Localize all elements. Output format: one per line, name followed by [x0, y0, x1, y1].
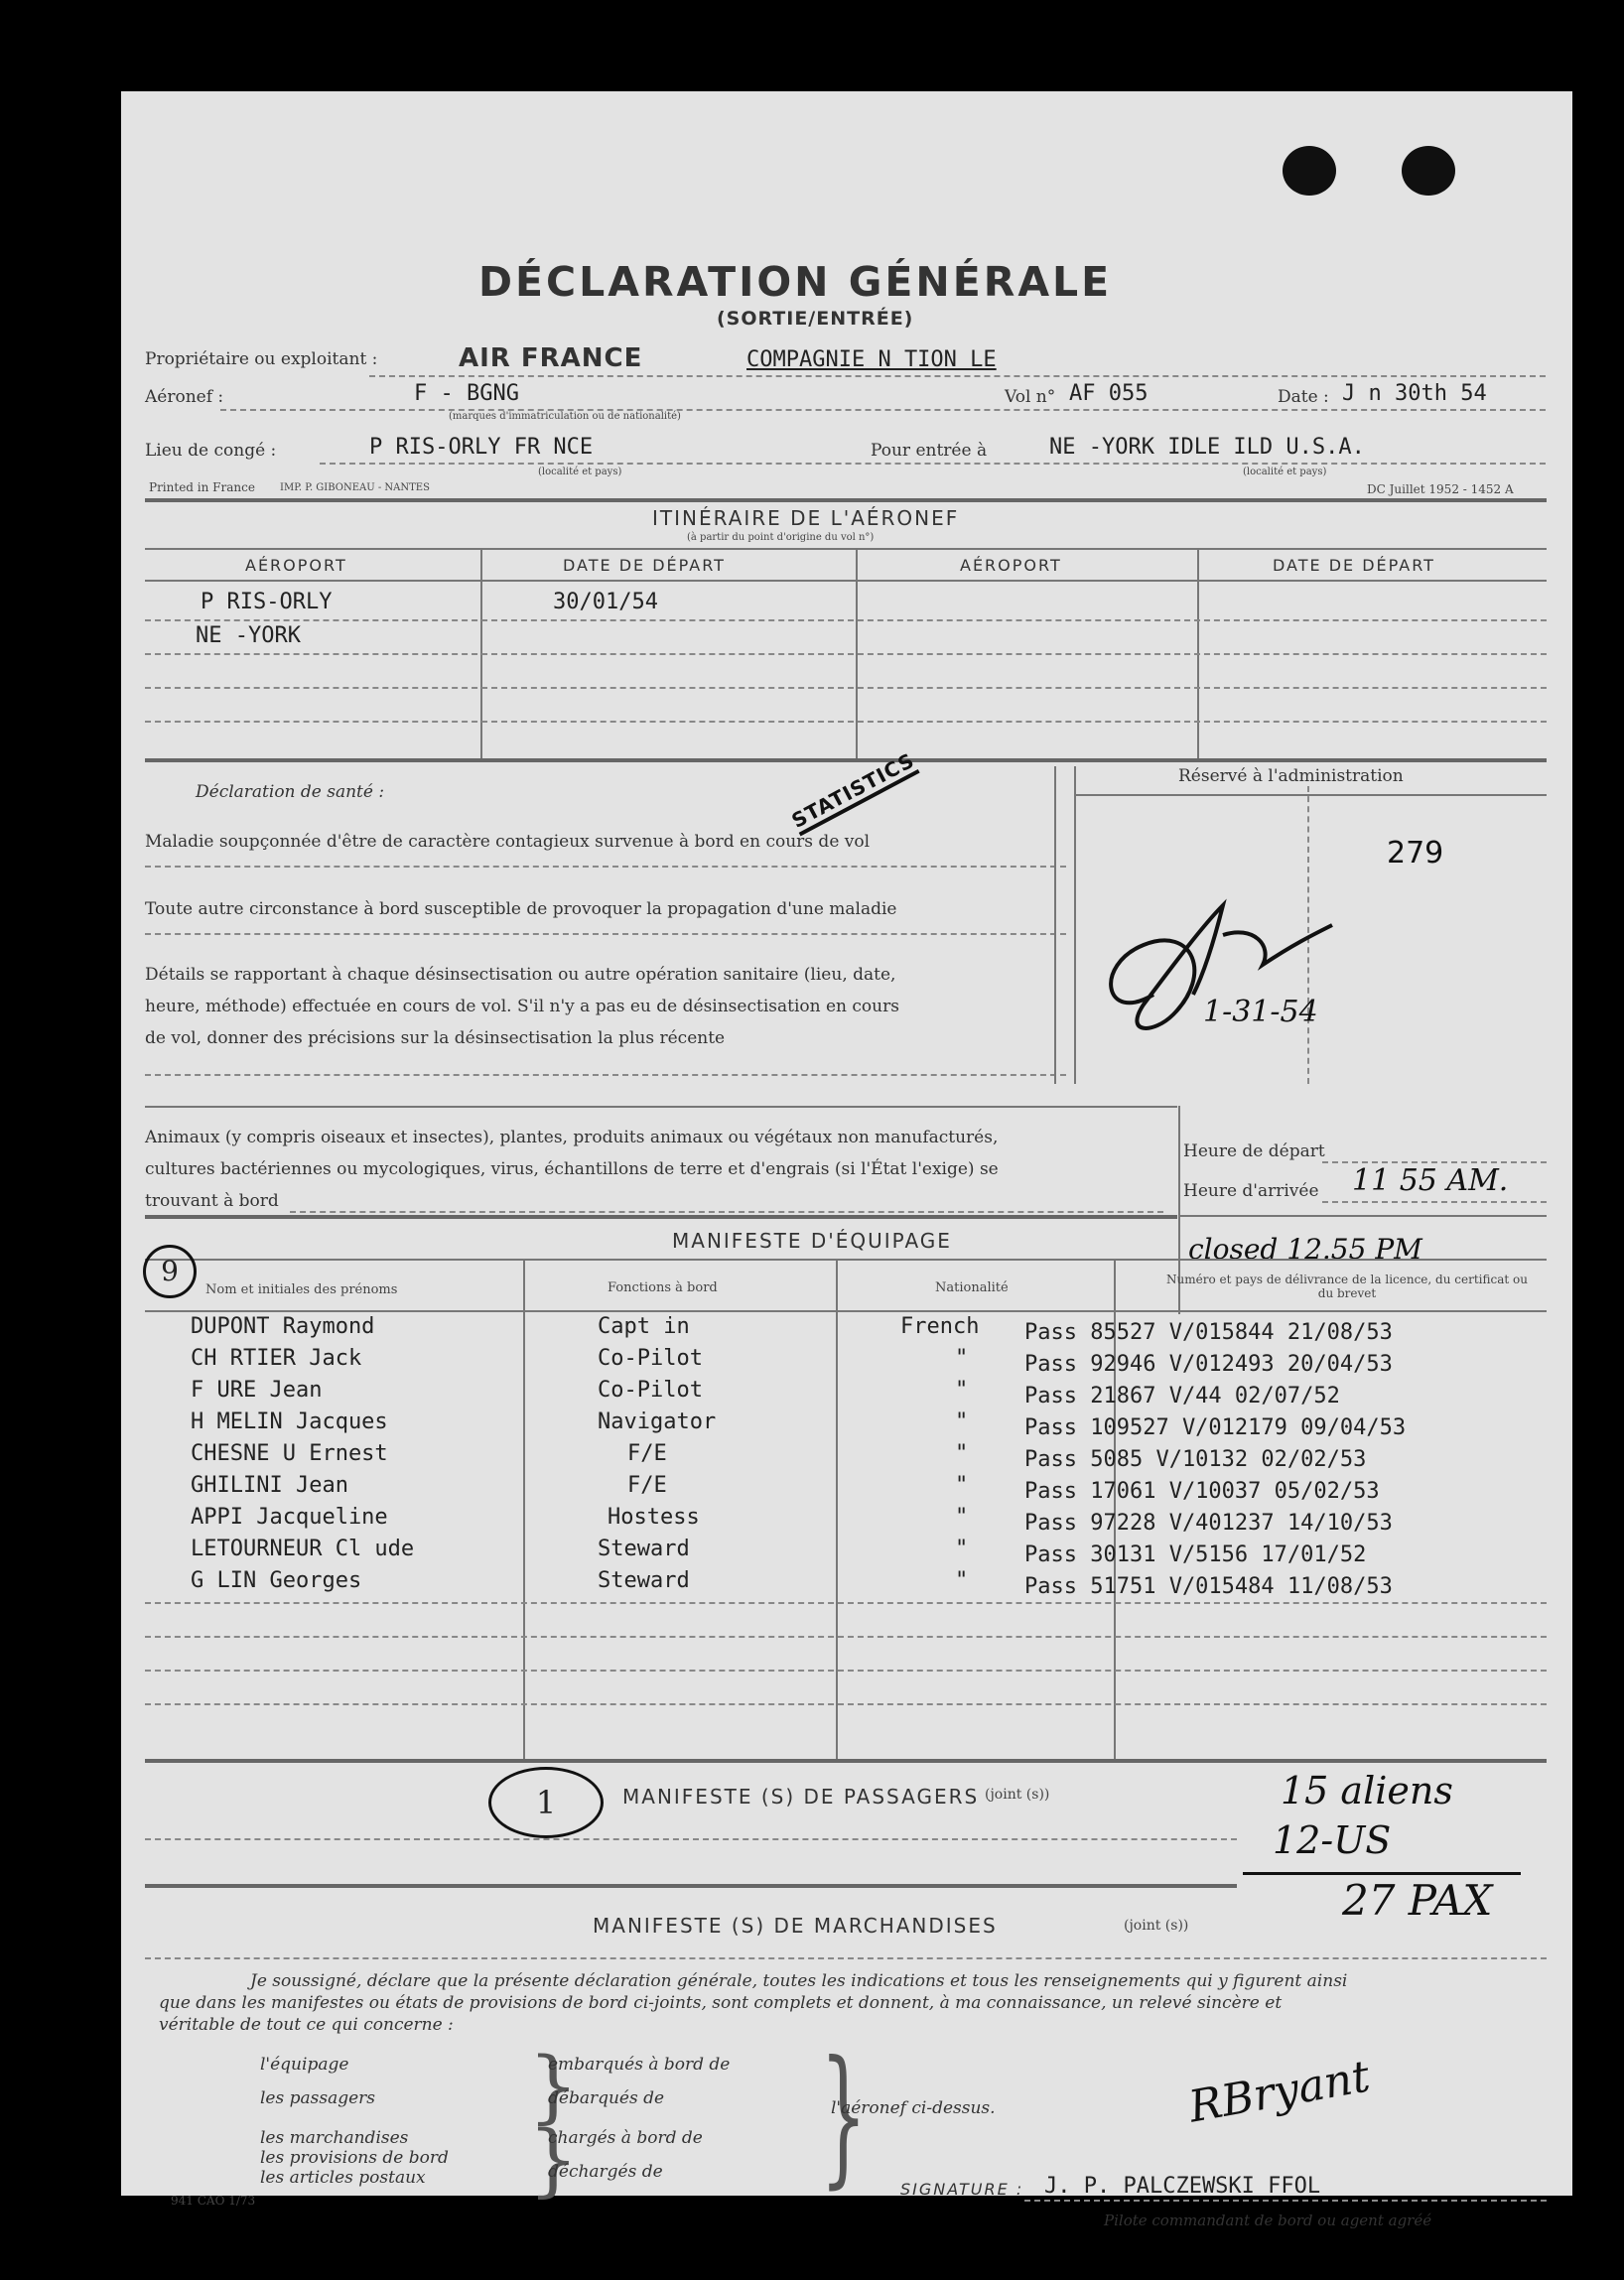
departure-time-label: Heure de départ [1183, 1141, 1325, 1161]
admin-label: Réservé à l'administration [1178, 766, 1404, 786]
crew-nationality: " [955, 1409, 969, 1434]
crew-col-nationality: Nationalité [935, 1280, 1009, 1295]
crew-name: DUPONT Raymond [191, 1314, 375, 1339]
health-line-2: Toute autre circonstance à bord susceptible de provoquer la propagation d'une maladie [145, 899, 897, 919]
crew-nationality: " [955, 1568, 969, 1593]
declaration-item-mail: les articles postaux [260, 2168, 426, 2188]
crew-licence: Pass 17061 V/10037 05/02/53 [1024, 1479, 1380, 1504]
crew-function: Capt in [598, 1314, 690, 1339]
departure-caption: (localité et pays) [538, 467, 622, 477]
official-signature-icon [1084, 885, 1441, 1064]
crew-nationality: " [955, 1441, 969, 1466]
declaration-item-passengers: les passagers [260, 2088, 376, 2108]
crew-licence: Pass 109527 V/012179 09/04/53 [1024, 1415, 1407, 1440]
flight-label: Vol n° [1005, 387, 1056, 407]
declaration-item-goods: les marchandises [260, 2128, 409, 2148]
destination-label: Pour entrée à [871, 441, 988, 461]
itinerary-col-date-2: DATE DE DÉPART [1273, 556, 1435, 575]
crew-title: MANIFESTE D'ÉQUIPAGE [672, 1229, 952, 1253]
declaration-mid-embarked: embarqués à bord de [548, 2055, 731, 2075]
crew-licence: Pass 51751 V/015484 11/08/53 [1024, 1574, 1393, 1599]
crew-name: G LIN Georges [191, 1568, 362, 1593]
itinerary-title: ITINÉRAIRE DE L'AÉRONEF [652, 506, 960, 530]
crew-function: Co-Pilot [598, 1346, 703, 1371]
health-heading: Déclaration de santé : [196, 782, 385, 802]
date-label: Date : [1278, 387, 1329, 407]
crew-name: CHESNE U Ernest [191, 1441, 388, 1466]
arrival-time-value: 11 55 AM. [1352, 1163, 1509, 1198]
crew-function: Co-Pilot [598, 1378, 703, 1403]
crew-nationality: " [955, 1346, 969, 1371]
crew-licence: Pass 5085 V/10132 02/02/53 [1024, 1447, 1367, 1472]
crew-name: H MELIN Jacques [191, 1409, 388, 1434]
passenger-tally-aliens: 15 aliens [1281, 1769, 1453, 1812]
crew-licence: Pass 85527 V/015844 21/08/53 [1024, 1320, 1393, 1345]
itinerary-row-airport: P RIS-ORLY [201, 590, 333, 614]
animals-line-3: trouvant à bord [145, 1191, 279, 1211]
declaration-text-3: véritable de tout ce qui concerne : [159, 2015, 454, 2035]
admin-signature-date: 1-31-54 [1203, 995, 1318, 1029]
brace-icon: } [528, 2040, 579, 2132]
crew-function: F/E [627, 1441, 667, 1466]
crew-col-name: Nom et initiales des prénoms [205, 1282, 398, 1297]
crew-nationality: " [955, 1505, 969, 1530]
passenger-tally-total: 27 PAX [1342, 1876, 1493, 1925]
owner-label: Propriétaire ou exploitant : [145, 349, 378, 369]
animals-line-1: Animaux (y compris oiseaux et insectes), plantes, produits animaux ou végétaux non manufacturés, [145, 1128, 999, 1147]
pilot-caption: Pilote commandant de bord ou agent agréé [1104, 2212, 1432, 2229]
aircraft-label: Aéronef : [145, 387, 224, 407]
printer-label: IMP. P. GIBONEAU - NANTES [280, 482, 430, 493]
signature-label: SIGNATURE : [900, 2180, 1024, 2199]
printed-label: Printed in France [149, 480, 255, 494]
crew-name: F URE Jean [191, 1378, 323, 1403]
punch-hole [1402, 146, 1455, 196]
declaration-mid-loaded: chargés à bord de [548, 2128, 703, 2148]
declaration-text-2: que dans les manifestes ou états de provisions de bord ci-joints, sont complets et donnent, à ma connaissance, un relevé sincère et [159, 1993, 1283, 2013]
animals-line-2: cultures bactériennes ou mycologiques, virus, échantillons de terre et d'engrais (si l'État l'exige) se [145, 1159, 999, 1179]
cargo-joint: (joint (s)) [1124, 1918, 1189, 1934]
punch-hole [1283, 146, 1336, 196]
crew-col-function: Fonctions à bord [608, 1280, 718, 1295]
destination-caption: (localité et pays) [1243, 467, 1327, 477]
aircraft-reference: l'aéronef ci-dessus. [831, 2098, 996, 2118]
health-line-3b: heure, méthode) effectuée en cours de vol. S'il n'y a pas eu de désinsectisation en cours [145, 997, 899, 1016]
aircraft-caption: (marques d'immatriculation ou de nationalité) [449, 411, 681, 422]
admin-number: 279 [1387, 836, 1444, 871]
arrival-time-label: Heure d'arrivée [1183, 1181, 1319, 1201]
crew-nationality: " [955, 1473, 969, 1498]
crew-function: Steward [598, 1568, 690, 1593]
form-subtitle: (SORTIE/ENTRÉE) [717, 308, 914, 330]
crew-nationality: " [955, 1378, 969, 1403]
health-line-3a: Détails se rapportant à chaque désinsectisation ou autre opération sanitaire (lieu, date, [145, 965, 896, 985]
crew-name: CH RTIER Jack [191, 1346, 362, 1371]
captain-signature: RBryant [1184, 2051, 1374, 2133]
crew-name: APPI Jacqueline [191, 1505, 388, 1530]
health-line-1: Maladie soupçonnée d'être de caractère contagieux survenue à bord en cours de vol [145, 832, 871, 852]
itinerary-col-airport: AÉROPORT [245, 556, 347, 575]
form-code: DC Juillet 1952 - 1452 A [1367, 482, 1514, 496]
crew-name: GHILINI Jean [191, 1473, 348, 1498]
crew-col-licence: Numéro et pays de délivrance de la licence, du certificat ou du brevet [1166, 1273, 1528, 1300]
declaration-mid-unloaded: déchargés de [548, 2162, 663, 2182]
crew-function: Hostess [608, 1505, 700, 1530]
footer-code: 941 CAO 1/73 [171, 2194, 256, 2208]
passengers-joint: (joint (s)) [985, 1787, 1050, 1803]
crew-function: Steward [598, 1537, 690, 1561]
passenger-count-circled: 1 [488, 1767, 604, 1838]
crew-function: F/E [627, 1473, 667, 1498]
departure-value: P RIS-ORLY FR NCE [369, 435, 594, 460]
closed-note: closed 12.55 PM [1188, 1233, 1422, 1266]
signature-value: J. P. PALCZEWSKI FFOL [1044, 2174, 1321, 2199]
crew-function: Navigator [598, 1409, 717, 1434]
itinerary-row-date: 30/01/54 [553, 590, 658, 614]
destination-value: NE -YORK IDLE ILD U.S.A. [1049, 435, 1365, 460]
departure-label: Lieu de congé : [145, 441, 277, 461]
owner-value: AIR FRANCE [459, 343, 643, 373]
passengers-title: MANIFESTE (S) DE PASSAGERS [622, 1785, 980, 1809]
brace-icon: } [819, 2030, 868, 2203]
crew-licence: Pass 92946 V/012493 20/04/53 [1024, 1352, 1393, 1377]
brace-icon: } [528, 2113, 579, 2206]
crew-nationality: French [900, 1314, 980, 1339]
form-title: DÉCLARATION GÉNÉRALE [478, 258, 1113, 306]
declaration-text-1: Je soussigné, déclare que la présente déclaration générale, toutes les indications et tous les renseignements qui y figurent ainsi [250, 1971, 1348, 1991]
aircraft-value: F - BGNG [414, 381, 519, 406]
itinerary-col-airport-2: AÉROPORT [960, 556, 1062, 575]
crew-name: LETOURNEUR Cl ude [191, 1537, 415, 1561]
cargo-title: MANIFESTE (S) DE MARCHANDISES [593, 1914, 998, 1938]
declaration-mid-disembarked: débarqués de [548, 2088, 665, 2108]
statistics-stamp: STATISTICS [787, 748, 920, 837]
declaration-item-crew: l'équipage [260, 2055, 349, 2075]
itinerary-row-airport: NE -YORK [196, 623, 301, 648]
date-value: J n 30th 54 [1342, 381, 1487, 406]
declaration-item-provisions: les provisions de bord [260, 2148, 449, 2168]
health-line-3c: de vol, donner des précisions sur la désinsectisation la plus récente [145, 1028, 726, 1048]
owner-value-2: COMPAGNIE N TION LE [746, 347, 997, 372]
crew-nationality: " [955, 1537, 969, 1561]
crew-licence: Pass 97228 V/401237 14/10/53 [1024, 1511, 1393, 1536]
crew-count-circled: 9 [143, 1245, 197, 1298]
passenger-tally-us: 12-US [1273, 1818, 1392, 1862]
crew-licence: Pass 30131 V/5156 17/01/52 [1024, 1542, 1367, 1567]
flight-value: AF 055 [1069, 381, 1149, 406]
crew-licence: Pass 21867 V/44 02/07/52 [1024, 1384, 1340, 1408]
document-page [121, 91, 1572, 2229]
itinerary-caption: (à partir du point d'origine du vol n°) [687, 532, 875, 543]
itinerary-col-date: DATE DE DÉPART [563, 556, 726, 575]
